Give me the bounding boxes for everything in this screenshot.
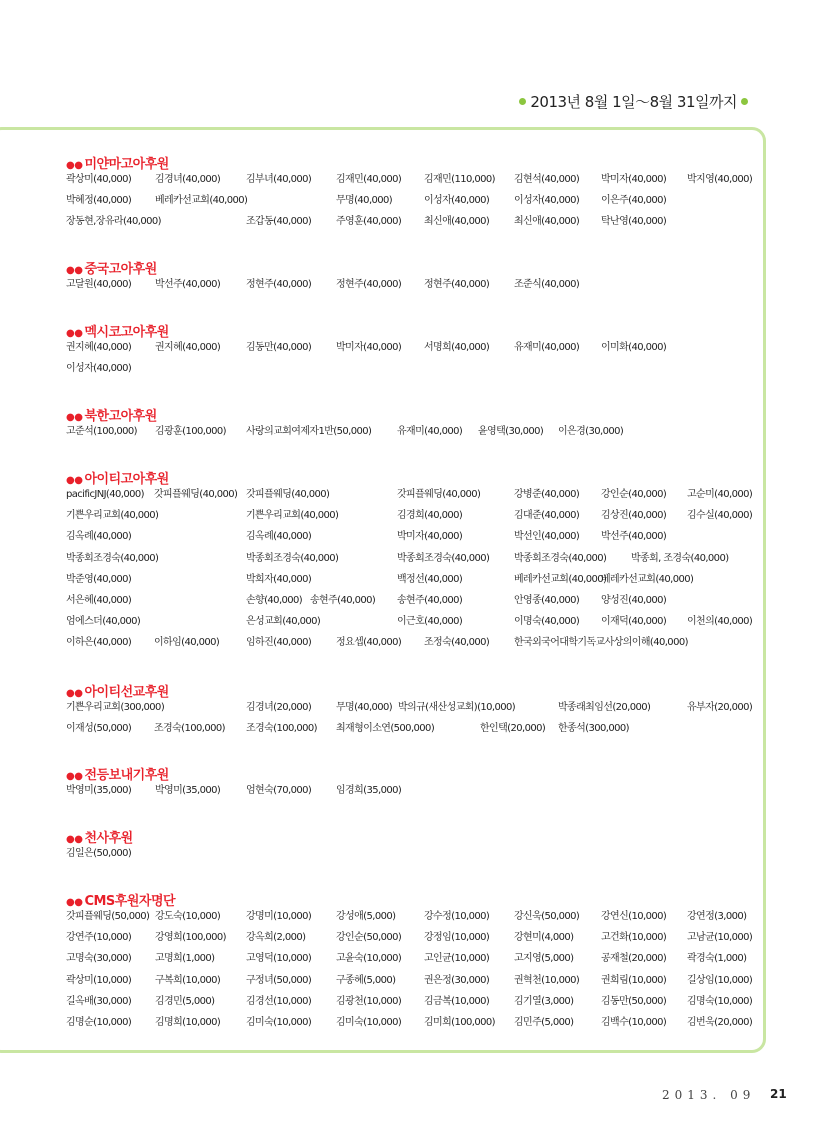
donor-entry: 조경숙(100,000) (246, 723, 317, 735)
donor-entry: 은성교회(40,000) (246, 616, 321, 628)
donor-entry: 박종회조경숙(40,000) (514, 552, 607, 564)
period-heading (515, 91, 752, 112)
donor-entry: 공재철(20,000) (601, 953, 667, 965)
donor-entry: 김상진(40,000) (601, 510, 667, 522)
section-title-text: 북한고아후원 (84, 409, 157, 424)
donor-entry: 구종혜(5,000) (336, 974, 396, 986)
donor-entry: 곽경숙(1,000) (687, 953, 747, 965)
donor-entry: 무명(40,000) (336, 702, 393, 713)
donor-entry: 이근호(40,000) (397, 616, 463, 628)
donor-entry: 이미화(40,000) (601, 342, 667, 353)
donor-entry: 김금복(10,000) (424, 995, 490, 1007)
donor-entry: 엄현숙(70,000) (246, 785, 312, 796)
donor-entry: 고명숙(30,000) (66, 953, 132, 965)
donor-entry: pacificJNJ(40,000) (66, 489, 144, 500)
donor-entry: 임경희(35,000) (336, 785, 402, 796)
donor-entry: 강정임(10,000) (424, 932, 490, 944)
donor-entry: 강도숙(10,000) (155, 911, 221, 922)
donor-entry: 김동만(50,000) (601, 995, 667, 1007)
donor-entry: 권지혜(40,000) (66, 342, 132, 353)
donor-entry: 길상임(10,000) (687, 974, 753, 986)
donor-entry: 김미희(100,000) (424, 1017, 495, 1028)
bullet-icon: ●● (66, 897, 83, 908)
donor-entry: 강연정(3,000) (687, 911, 747, 922)
donor-entry: 김경녀(20,000) (246, 702, 312, 713)
section-title-text: 중국고아후원 (84, 262, 157, 277)
donor-entry: 권희림(10,000) (601, 974, 667, 986)
donor-entry: 고건화(10,000) (601, 932, 667, 944)
donor-entry: 정현주(40,000) (246, 279, 312, 290)
donor-entry: 박의규(새산성교회)(10,000) (398, 702, 516, 713)
donor-entry: 이하은(40,000) (66, 637, 132, 649)
donor-entry: 박준영(40,000) (66, 573, 132, 585)
donor-entry: 이은경(30,000) (558, 426, 624, 437)
donor-entry: 고지영(5,000) (514, 953, 574, 965)
donor-entry: 박종래최임선(20,000) (558, 702, 651, 713)
donor-entry: 정현주(40,000) (336, 279, 402, 290)
section-title-text: 천사후원 (84, 831, 133, 846)
donor-entry: 김부녀(40,000) (246, 174, 312, 185)
donor-entry: 구복희(10,000) (155, 974, 221, 986)
section-title (66, 890, 175, 909)
donor-entry: 기쁜우리교회(40,000) (66, 510, 159, 522)
donor-entry: 강명미(10,000) (246, 911, 312, 922)
donor-entry: 김번욱(20,000) (687, 1017, 753, 1028)
donor-entry: 한종석(300,000) (558, 723, 629, 735)
donor-entry: 박선주(40,000) (155, 279, 221, 290)
donor-entry: 곽상미(10,000) (66, 974, 132, 986)
donor-entry: 김옥례(40,000) (246, 531, 312, 543)
donor-entry: 김민주(5,000) (514, 1017, 574, 1028)
period-text: 2013년 8월 1일～8월 31일까지 (530, 93, 737, 111)
donor-entry: 임하진(40,000) (246, 637, 312, 649)
donor-entry: 송현주(40,000) (310, 595, 376, 606)
donor-entry: 안영종(40,000) (514, 595, 580, 606)
donor-entry: 기쁜우리교회(300,000) (66, 702, 165, 713)
donor-entry: 김경민(5,000) (155, 995, 215, 1007)
donor-entry: 박혜정(40,000) (66, 195, 132, 207)
donor-entry: 강인순(50,000) (336, 932, 402, 944)
donor-entry: 권은정(30,000) (424, 974, 490, 986)
donor-entry: 김현석(40,000) (514, 174, 580, 185)
section-title (66, 681, 169, 700)
donor-entry: 박선주(40,000) (601, 531, 667, 543)
donor-entry: 권지혜(40,000) (155, 342, 221, 353)
donor-entry: 정요셉(40,000) (336, 637, 402, 649)
donor-entry: 갓피플웨딩(40,000) (397, 489, 481, 500)
donor-entry: 고준석(100,000) (66, 426, 137, 437)
donor-entry: 이성자(40,000) (424, 195, 490, 207)
section-title (66, 258, 157, 277)
donor-entry: 이명숙(40,000) (514, 616, 580, 628)
donor-entry: 박미자(40,000) (336, 342, 402, 353)
donor-entry: 김기열(3,000) (514, 995, 574, 1007)
donor-entry: 조정숙(40,000) (424, 637, 490, 649)
donor-entry: 박영미(35,000) (155, 785, 221, 796)
bullet-icon: ●● (66, 771, 83, 782)
donor-entry: 이은주(40,000) (601, 195, 667, 207)
donor-entry: 고남균(10,000) (687, 932, 753, 944)
section-title (66, 321, 169, 340)
donor-entry: 김광천(10,000) (336, 995, 402, 1007)
donor-entry: 송현주(40,000) (397, 595, 463, 606)
donor-entry: 서은혜(40,000) (66, 595, 132, 606)
donor-entry: 강병준(40,000) (514, 489, 580, 500)
donor-entry: 윤영택(30,000) (478, 426, 544, 437)
donor-entry: 베레카선교회(40,000) (155, 195, 248, 207)
donor-entry: 김경선(10,000) (246, 995, 312, 1007)
donor-entry: 정현주(40,000) (424, 279, 490, 290)
donor-entry: 최신애(40,000) (514, 216, 580, 228)
donor-entry: 길옥배(30,000) (66, 995, 132, 1007)
donor-entry: 김백수(10,000) (601, 1017, 667, 1028)
donor-entry: 엄에스더(40,000) (66, 616, 141, 628)
green-dot-icon (741, 98, 748, 105)
donor-entry: 박종회, 조경숙(40,000) (631, 552, 729, 564)
donor-entry: 손향(40,000) (246, 595, 303, 606)
section-title-text: 전등보내기후원 (84, 768, 169, 783)
donor-entry: 김명순(10,000) (66, 1017, 132, 1028)
donor-entry: 이재덕(40,000) (601, 616, 667, 628)
donor-entry: 사랑의교회여제자1반(50,000) (246, 426, 372, 437)
donor-entry: 기쁜우리교회(40,000) (246, 510, 339, 522)
donor-entry: 강현미(4,000) (514, 932, 574, 944)
donor-entry: 김동만(40,000) (246, 342, 312, 353)
donor-entry: 박지영(40,000) (687, 174, 753, 185)
donor-entry: 박선인(40,000) (514, 531, 580, 543)
donor-entry: 이천의(40,000) (687, 616, 753, 628)
donor-entry: 김재민(110,000) (424, 174, 495, 185)
donor-entry: 박종회조경숙(40,000) (246, 552, 339, 564)
donor-entry: 유재미(40,000) (397, 426, 463, 437)
donor-entry: 박종회조경숙(40,000) (66, 552, 159, 564)
bullet-icon: ●● (66, 412, 83, 423)
section-title-text: 아이티선교후원 (84, 685, 169, 700)
section-title (66, 153, 169, 172)
donor-entry: 베레카선교회(40,000) (514, 573, 607, 585)
donor-entry: 김경녀(40,000) (155, 174, 221, 185)
donor-entry: 고순미(40,000) (687, 489, 753, 500)
donor-entry: 최재형이소연(500,000) (336, 723, 435, 735)
section-title (66, 468, 169, 487)
donor-entry: 고영덕(10,000) (246, 953, 312, 965)
donor-entry: 이성자(40,000) (514, 195, 580, 207)
donor-entry: 조경숙(100,000) (154, 723, 225, 735)
donor-entry: 조갑동(40,000) (246, 216, 312, 228)
donor-entry: 주영훈(40,000) (336, 216, 402, 228)
donor-entry: 장동현,장유라(40,000) (66, 216, 161, 228)
donor-entry: 강성애(5,000) (336, 911, 396, 922)
donor-entry: 갓피플웨딩(40,000) (246, 489, 330, 500)
donor-entry: 양성진(40,000) (601, 595, 667, 606)
donor-entry: 박희자(40,000) (246, 573, 312, 585)
section-title-text: CMS후원자명단 (84, 894, 176, 909)
section-title-text: 미얀마고아후원 (84, 157, 169, 172)
donor-entry: 박미자(40,000) (601, 174, 667, 185)
donor-entry: 이성자(40,000) (66, 363, 132, 375)
donor-entry: 유재미(40,000) (514, 342, 580, 353)
donor-entry: 베레카선교회(40,000) (601, 573, 694, 585)
bullet-icon: ●● (66, 328, 83, 339)
donor-entry: 한인택(20,000) (480, 723, 546, 735)
donor-entry: 김광훈(100,000) (155, 426, 226, 437)
donor-entry: 강연신(10,000) (601, 911, 667, 922)
donor-entry: 강신욱(50,000) (514, 911, 580, 922)
donor-entry: 갓피플웨딩(50,000) (66, 911, 150, 922)
donor-entry: 고명희(1,000) (155, 953, 215, 965)
bullet-icon: ●● (66, 160, 83, 171)
donor-entry: 강옥희(2,000) (246, 932, 306, 944)
issue-date: 2013. 09 (662, 1088, 756, 1102)
donor-entry: 김재민(40,000) (336, 174, 402, 185)
donor-entry: 갓피플웨딩(40,000) (154, 489, 238, 500)
donor-entry: 김미숙(10,000) (336, 1017, 402, 1028)
donor-entry: 곽상미(40,000) (66, 174, 132, 185)
donor-entry: 강수정(10,000) (424, 911, 490, 922)
donor-entry: 강연주(10,000) (66, 932, 132, 944)
donor-entry: 박미자(40,000) (397, 531, 463, 543)
section-title (66, 405, 157, 424)
donor-entry: 고윤숙(10,000) (336, 953, 402, 965)
donor-entry: 김대준(40,000) (514, 510, 580, 522)
donor-entry: 김일은(50,000) (66, 848, 132, 859)
donor-entry: 김경희(40,000) (397, 510, 463, 522)
donor-entry: 김미숙(10,000) (246, 1017, 312, 1028)
donor-entry: 최신애(40,000) (424, 216, 490, 228)
donor-entry: 구정녀(50,000) (246, 974, 312, 986)
bullet-icon: ●● (66, 475, 83, 486)
section-title (66, 764, 169, 783)
section-title-text: 멕시코고아후원 (84, 325, 169, 340)
donor-entry: 무명(40,000) (336, 195, 393, 207)
donor-entry: 서명희(40,000) (424, 342, 490, 353)
donor-entry: 김명희(10,000) (155, 1017, 221, 1028)
donor-entry: 강영희(100,000) (155, 932, 226, 944)
donor-entry: 유부자(20,000) (687, 702, 753, 713)
donor-entry: 박영미(35,000) (66, 785, 132, 796)
bullet-icon: ●● (66, 265, 83, 276)
donor-entry: 고인균(10,000) (424, 953, 490, 965)
donor-entry: 김옥례(40,000) (66, 531, 132, 543)
donor-entry: 이재성(50,000) (66, 723, 132, 735)
page-number: 21 (770, 1087, 787, 1101)
donor-entry: 김수실(40,000) (687, 510, 753, 522)
donor-entry: 백정선(40,000) (397, 573, 463, 585)
donor-entry: 김명숙(10,000) (687, 995, 753, 1007)
donor-entry: 강인순(40,000) (601, 489, 667, 500)
bullet-icon: ●● (66, 834, 83, 845)
section-title (66, 827, 133, 846)
bullet-icon: ●● (66, 688, 83, 699)
donor-entry: 한국외국어대학기독교사상의이해(40,000) (514, 637, 688, 649)
green-dot-icon (519, 98, 526, 105)
section-title-text: 아이티고아후원 (84, 472, 169, 487)
donor-entry: 권혁천(10,000) (514, 974, 580, 986)
donor-entry: 탁난영(40,000) (601, 216, 667, 228)
donor-entry: 박종회조경숙(40,000) (397, 552, 490, 564)
donor-entry: 이하임(40,000) (154, 637, 220, 649)
donor-entry: 조준식(40,000) (514, 279, 580, 290)
donor-entry: 고달원(40,000) (66, 279, 132, 290)
